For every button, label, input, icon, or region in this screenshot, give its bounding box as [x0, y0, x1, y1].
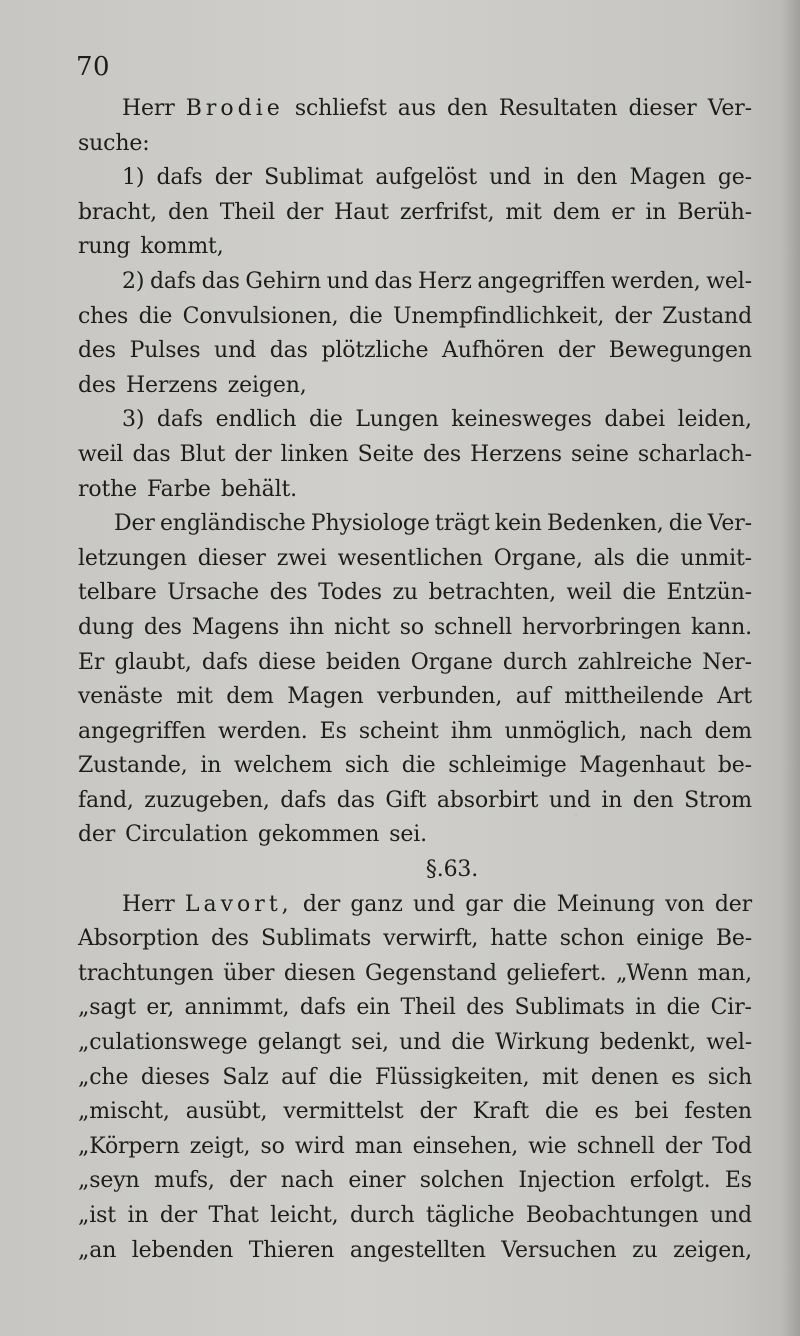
text-word: ein: [356, 995, 391, 1021]
text-word: Herz: [418, 268, 472, 294]
text-line: [78, 646, 752, 681]
text-word: Strom: [684, 787, 752, 813]
text-word: trägt: [434, 511, 490, 537]
text-word: Organe: [410, 649, 493, 675]
text-word: die: [622, 580, 657, 606]
text-word: Sublimat: [264, 165, 364, 191]
text-word: Physiologe: [310, 511, 430, 537]
text-word: und: [489, 165, 532, 191]
text-word: §.: [425, 857, 444, 883]
text-word: ihm: [450, 718, 493, 744]
text-word: angegriffen: [78, 718, 206, 744]
text-word: welchem: [233, 753, 333, 779]
text-word: Versuchen: [501, 1237, 617, 1263]
text-word: Brodie: [185, 96, 284, 121]
text-word: Bedenken,: [546, 511, 664, 537]
text-word: Seite: [357, 441, 414, 467]
text-word: Ner-: [702, 649, 752, 675]
text-word: fand,: [78, 787, 134, 813]
text-word: Lungen: [355, 407, 439, 433]
text-word: die: [309, 407, 343, 433]
text-word: ganz: [350, 891, 403, 917]
text-word: zeigen,: [227, 372, 307, 398]
text-line: [78, 403, 752, 438]
text-line: [78, 230, 752, 265]
text-word: angestellten: [349, 1237, 486, 1263]
text-line: [78, 92, 752, 127]
text-word: dafs: [299, 995, 346, 1021]
text-word: Theil: [400, 995, 456, 1021]
text-word: es: [671, 1064, 696, 1090]
text-word: Aufhören: [442, 338, 545, 364]
text-word: des: [423, 441, 461, 467]
text-word: wel-: [706, 268, 752, 294]
text-word: in: [200, 753, 222, 779]
page-number: 70: [76, 52, 111, 82]
text-word: werden,: [610, 268, 701, 294]
text-word: linken: [280, 441, 349, 467]
text-word: zuzugeben,: [144, 787, 270, 813]
text-word: betrachten,: [428, 580, 556, 606]
text-word: „culationswege: [78, 1030, 248, 1056]
text-word: Magen: [629, 165, 706, 191]
text-word: be-: [717, 753, 752, 779]
text-word: Convulsionen,: [182, 303, 339, 329]
text-word: leicht,: [270, 1203, 339, 1228]
text-line: [78, 1130, 752, 1165]
text-word: diesen: [283, 960, 356, 986]
text-word: trachtungen: [78, 960, 214, 986]
text-word: ihn: [289, 614, 325, 640]
text-word: Flüssigkeiten,: [374, 1064, 530, 1090]
text-word: der: [419, 1099, 457, 1125]
text-line: [78, 161, 752, 196]
text-line: [78, 127, 752, 162]
text-word: zeigen,: [673, 1237, 752, 1263]
text-word: die: [666, 995, 701, 1021]
text-word: es: [594, 1099, 619, 1125]
text-word: den: [576, 165, 618, 191]
text-line: [78, 611, 752, 646]
text-word: so: [399, 614, 424, 640]
text-word: dem: [226, 684, 274, 710]
text-word: des: [269, 580, 308, 606]
text-word: über: [223, 960, 275, 986]
text-word: kann.: [690, 614, 752, 640]
text-word: dem: [704, 718, 752, 744]
text-word: Resultaten: [498, 96, 618, 121]
text-word: vermittelst: [283, 1099, 404, 1125]
text-word: gar: [465, 891, 503, 917]
text-line: [78, 957, 752, 992]
text-word: verbunden,: [377, 684, 503, 710]
text-word: dafs: [156, 165, 203, 191]
text-word: er,: [146, 995, 175, 1021]
text-line: [78, 1061, 752, 1096]
text-word: ausübt,: [185, 1099, 268, 1125]
text-word: That: [208, 1203, 259, 1228]
text-line: [78, 888, 752, 923]
text-word: „ist: [78, 1203, 116, 1228]
text-word: dieser: [628, 96, 697, 121]
text-word: telbare: [78, 580, 157, 606]
text-word: „che: [78, 1064, 129, 1090]
text-line: [78, 1234, 752, 1269]
text-word: Lavort,: [184, 891, 293, 917]
text-word: des: [143, 614, 182, 640]
text-word: zerfrifst,: [399, 199, 495, 225]
text-word: Be-: [715, 926, 752, 952]
text-word: 63.: [443, 857, 479, 883]
text-word: in: [127, 1203, 149, 1228]
text-word: schon: [559, 926, 625, 952]
text-word: dafs: [280, 787, 327, 813]
text-word: Berüh-: [677, 199, 752, 225]
text-word: Organe,: [493, 545, 583, 571]
text-line: [78, 818, 752, 853]
text-word: des: [78, 338, 116, 364]
text-word: auf: [515, 684, 551, 710]
text-word: aus: [397, 96, 436, 121]
text-word: die: [401, 753, 436, 779]
text-line: [78, 542, 752, 577]
text-word: Herr: [122, 96, 175, 121]
text-word: man,: [697, 960, 752, 986]
text-word: Es: [724, 1168, 752, 1194]
text-line: [78, 1095, 752, 1130]
body-text: [78, 92, 752, 1268]
text-word: Er: [78, 649, 105, 675]
text-line: [78, 265, 752, 300]
text-word: und: [399, 1030, 442, 1056]
text-word: gekommen: [257, 822, 380, 848]
text-word: zeigt,: [189, 1133, 251, 1159]
text-line: [78, 438, 752, 473]
text-word: scharlach-: [637, 441, 752, 467]
text-word: dafs: [156, 407, 203, 433]
text-line: [78, 715, 752, 750]
text-word: der: [714, 891, 752, 917]
text-word: das: [201, 268, 240, 294]
text-word: ge-: [717, 165, 752, 191]
text-word: weil: [78, 441, 124, 467]
text-word: bei: [634, 1099, 669, 1125]
text-word: durch: [502, 649, 568, 675]
text-word: dieser: [197, 545, 266, 571]
text-word: denen: [590, 1064, 659, 1090]
text-line: [78, 1199, 752, 1234]
text-word: der: [78, 822, 116, 848]
text-word: absorbirt: [436, 787, 539, 813]
text-word: mit: [176, 684, 213, 710]
text-word: der: [229, 1168, 267, 1194]
text-word: Magen: [287, 684, 364, 710]
text-word: die: [635, 545, 670, 571]
text-word: Thieren: [248, 1237, 335, 1263]
text-line: [78, 922, 752, 957]
text-word: und: [709, 1203, 752, 1228]
text-word: Kraft: [472, 1099, 529, 1125]
text-word: und: [548, 787, 591, 813]
text-word: dieses: [140, 1064, 210, 1090]
text-word: Gehirn: [245, 268, 321, 294]
text-word: Herr: [122, 891, 175, 917]
text-word: der: [159, 1203, 197, 1228]
text-line: [78, 300, 752, 335]
text-line: [78, 473, 752, 508]
text-word: durch: [349, 1203, 415, 1228]
text-word: Absorption: [78, 926, 199, 952]
text-word: „mischt,: [78, 1099, 170, 1125]
text-word: Injection: [518, 1168, 616, 1194]
text-word: scheint: [358, 718, 439, 744]
text-word: das: [269, 338, 308, 364]
text-word: dem: [552, 199, 601, 225]
text-word: der: [557, 338, 596, 364]
text-word: „an: [78, 1237, 117, 1263]
text-word: aufgelöst: [375, 165, 477, 191]
text-word: Circulation: [125, 822, 248, 848]
text-word: schnell: [433, 614, 512, 640]
text-word: venäste: [78, 684, 163, 710]
text-word: diese: [258, 649, 316, 675]
text-word: Theil: [219, 199, 275, 225]
text-line: [78, 680, 752, 715]
text-word: Wirkung: [495, 1030, 590, 1056]
text-word: beiden: [326, 649, 401, 675]
text-word: ches: [78, 303, 129, 329]
text-word: und: [214, 338, 257, 364]
text-word: weil: [566, 580, 612, 606]
text-word: lebenden: [131, 1237, 234, 1263]
text-word: „Körpern: [78, 1133, 180, 1159]
text-line: [78, 749, 752, 784]
text-word: letzungen: [78, 545, 187, 571]
text-word: rothe: [78, 476, 138, 502]
text-word: gelangt: [257, 1030, 341, 1056]
text-word: hatte: [490, 926, 548, 952]
text-word: die: [668, 511, 703, 537]
text-line: [78, 576, 752, 611]
text-word: Salz: [222, 1064, 269, 1090]
text-word: so: [260, 1133, 285, 1159]
text-word: nach: [639, 718, 693, 744]
text-word: seine: [571, 441, 629, 467]
text-word: Unempfindlichkeit,: [392, 303, 605, 329]
text-word: Tod: [712, 1133, 752, 1159]
text-word: leiden,: [677, 407, 752, 433]
text-word: und: [412, 891, 455, 917]
text-word: „seyn: [78, 1168, 140, 1194]
text-word: der: [302, 891, 341, 917]
text-word: hervorbringen: [521, 614, 681, 640]
text-word: Beobachtungen: [525, 1203, 699, 1228]
text-word: plötzliche: [321, 338, 429, 364]
text-word: bracht,: [78, 199, 157, 225]
text-word: der: [614, 303, 652, 329]
text-word: das: [336, 787, 375, 813]
text-word: der: [214, 165, 252, 191]
text-line: [78, 196, 752, 231]
text-word: behält.: [220, 476, 298, 502]
text-word: Magens: [191, 614, 280, 640]
text-word: Haut: [334, 199, 389, 225]
text-word: zu: [632, 1237, 658, 1263]
text-word: den: [446, 96, 488, 121]
text-word: annimmt,: [184, 995, 290, 1021]
text-word: zahlreiche: [577, 649, 693, 675]
text-word: 3): [122, 407, 145, 433]
text-word: sei,: [351, 1030, 389, 1056]
text-word: die: [138, 303, 173, 329]
text-word: er: [611, 199, 635, 225]
text-word: keinesweges: [451, 407, 592, 433]
text-word: die: [328, 1064, 363, 1090]
text-word: Farbe: [147, 476, 211, 502]
text-word: glaubt,: [114, 649, 192, 675]
text-word: mufs,: [153, 1168, 215, 1194]
text-word: unmöglich,: [504, 718, 628, 744]
text-word: mit: [505, 199, 542, 225]
text-word: Zustand: [662, 303, 752, 329]
text-line: [78, 991, 752, 1026]
text-word: Es: [319, 718, 347, 744]
text-word: 2): [122, 268, 145, 294]
text-word: Gift: [385, 787, 427, 813]
text-word: auf: [281, 1064, 317, 1090]
text-word: der: [285, 199, 324, 225]
text-word: den: [167, 199, 209, 225]
text-word: Magenhaut: [579, 753, 706, 779]
text-word: schliefst: [294, 96, 387, 121]
text-word: unmit-: [680, 545, 752, 571]
text-word: verwirft,: [383, 926, 479, 952]
text-word: Ver-: [707, 96, 752, 121]
text-word: „sagt: [78, 995, 136, 1021]
text-word: Herzens: [470, 441, 562, 467]
text-word: festen: [684, 1099, 752, 1125]
text-word: sei.: [389, 822, 427, 848]
text-word: dung: [78, 614, 134, 640]
text-word: einsehen,: [412, 1133, 519, 1159]
text-word: wird: [294, 1133, 345, 1159]
text-word: des: [211, 926, 249, 952]
text-word: das: [132, 441, 171, 467]
text-word: tägliche: [425, 1203, 515, 1228]
text-word: Der: [114, 511, 155, 537]
text-word: mit: [542, 1064, 579, 1090]
text-line: [78, 334, 752, 369]
text-word: dabei: [604, 407, 665, 433]
text-word: in: [543, 165, 565, 191]
text-word: der: [234, 441, 272, 467]
text-word: schnell: [576, 1133, 655, 1159]
text-word: des: [466, 995, 505, 1021]
text-word: angegriffen: [477, 268, 606, 294]
text-word: Pulses: [129, 338, 201, 364]
text-word: Art: [717, 684, 752, 710]
text-word: bedenkt,: [599, 1030, 697, 1056]
text-word: einer: [348, 1168, 406, 1194]
text-word: erfolgt.: [629, 1168, 711, 1194]
text-word: als: [593, 545, 625, 571]
text-word: Entzün-: [666, 580, 752, 606]
text-word: 1): [122, 165, 145, 191]
text-word: werden.: [217, 718, 308, 744]
text-word: Ver-: [707, 511, 752, 537]
text-line: [78, 507, 752, 542]
text-word: engländische: [159, 511, 306, 537]
text-word: die: [544, 1099, 579, 1125]
text-word: Todes: [318, 580, 382, 606]
text-word: den: [632, 787, 674, 813]
page-gutter-shadow: [782, 0, 800, 1336]
text-word: von: [665, 891, 705, 917]
text-word: Sublimats: [261, 926, 372, 952]
text-word: die: [512, 891, 547, 917]
text-word: das: [374, 268, 413, 294]
text-word: in: [601, 787, 623, 813]
text-line: [78, 1164, 752, 1199]
text-word: schleimige: [448, 753, 567, 779]
text-word: in: [635, 995, 657, 1021]
text-word: solchen: [419, 1168, 504, 1194]
text-word: sich: [707, 1064, 752, 1090]
text-word: Herzens: [125, 372, 218, 398]
text-word: kein: [494, 511, 542, 537]
text-word: des: [78, 372, 116, 398]
text-word: in: [645, 199, 667, 225]
text-word: rung: [78, 234, 131, 260]
text-line: [78, 784, 752, 819]
text-word: geliefert.: [506, 960, 607, 986]
text-word: Zustande,: [78, 753, 188, 779]
text-word: Gegenstand: [365, 960, 497, 986]
text-word: kommt,: [140, 234, 224, 260]
text-word: der: [664, 1133, 702, 1159]
text-word: dafs: [149, 268, 196, 294]
text-word: nicht: [333, 614, 390, 640]
text-word: dafs: [201, 649, 248, 675]
text-word: Blut: [179, 441, 226, 467]
text-word: man: [354, 1133, 403, 1159]
text-word: wie: [528, 1133, 567, 1159]
text-word: Cir-: [710, 995, 752, 1021]
text-word: die: [451, 1030, 485, 1056]
text-word: Sublimats: [514, 995, 625, 1021]
text-word: Bewegungen: [608, 338, 752, 364]
text-word: die: [348, 303, 383, 329]
text-word: wesentlichen: [337, 545, 483, 571]
text-word: zwei: [276, 545, 327, 571]
text-line: [78, 369, 752, 404]
text-word: endlich: [215, 407, 297, 433]
text-word: mittheilende: [564, 684, 704, 710]
text-word: wel-: [706, 1030, 752, 1056]
text-word: sich: [344, 753, 390, 779]
text-word: Ursache: [167, 580, 260, 606]
text-word: „Wenn: [615, 960, 689, 986]
text-word: Meinung: [556, 891, 655, 917]
text-line: [78, 853, 752, 888]
text-word: einige: [636, 926, 704, 952]
text-word: und: [326, 268, 369, 294]
text-word: zu: [392, 580, 418, 606]
text-word: nach: [280, 1168, 334, 1194]
text-line: [78, 1026, 752, 1061]
text-word: suche:: [78, 130, 150, 156]
